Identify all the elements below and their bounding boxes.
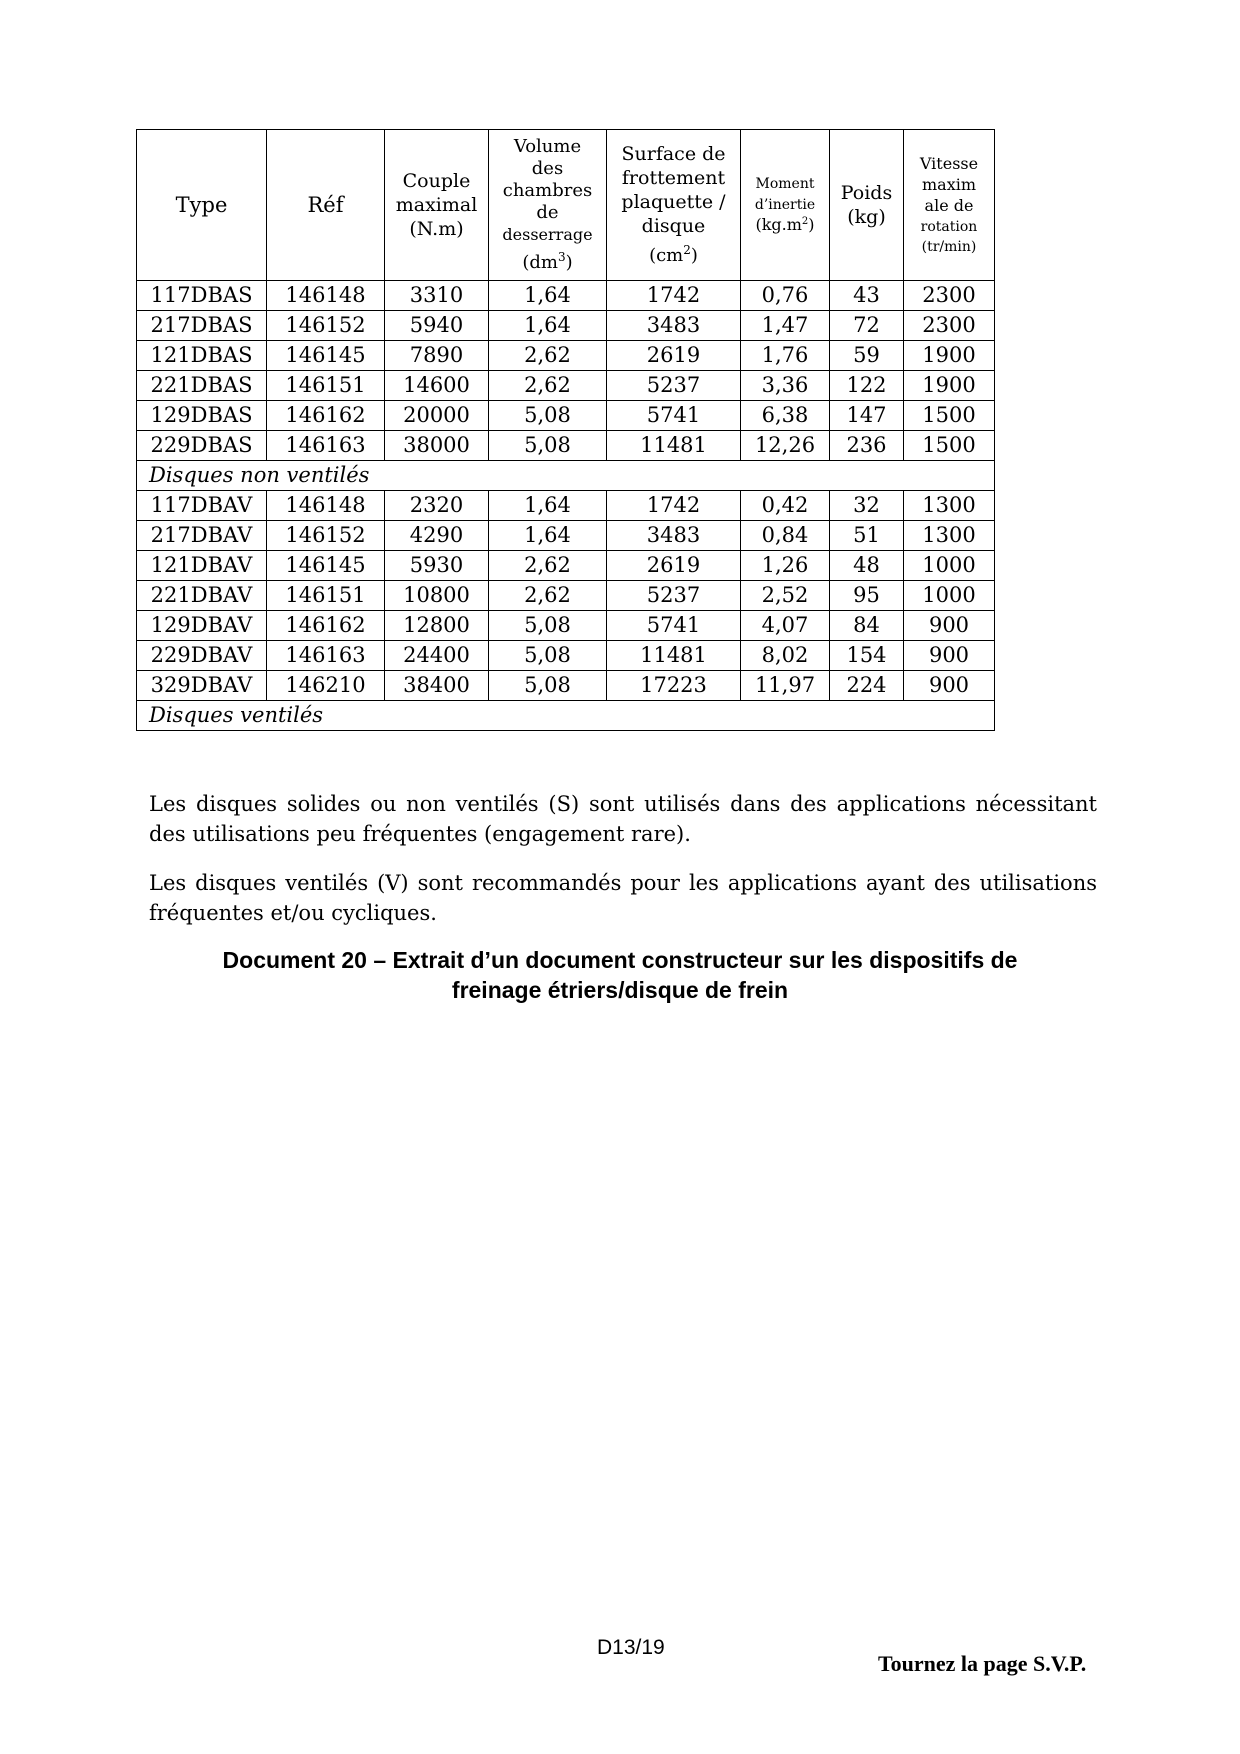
cell-poids: 95 <box>830 581 904 611</box>
table-row <box>137 671 995 701</box>
cell-poids: 72 <box>830 311 904 341</box>
caption-line-2: freinage étriers/disque de frein <box>451 977 789 1003</box>
cell-ref: 146162 <box>267 611 385 641</box>
paragraph-solid-discs: Les disques solides ou non ventilés (S) sont utilisés dans des applications nécessitant des utilisations peu fréquentes (engagement rare). <box>149 792 1097 846</box>
cell-couple: 3310 <box>385 281 489 311</box>
cell-moment: 11,97 <box>741 671 830 701</box>
cell-vitesse: 1000 <box>904 581 995 611</box>
header-surface: Surface de frottement plaquette / disque $(cm^2)$ <box>607 130 741 281</box>
cell-type: 117DBAV <box>137 491 267 521</box>
cell-type: 229DBAV <box>137 641 267 671</box>
cell-couple: 38000 <box>385 431 489 461</box>
cell-vitesse: 1500 <box>904 401 995 431</box>
cell-moment: 1,76 <box>741 341 830 371</box>
cell-couple: 14600 <box>385 371 489 401</box>
cell-moment: 0,42 <box>741 491 830 521</box>
cell-ref: 146162 <box>267 401 385 431</box>
paragraph-ventilated-discs: Les disques ventilés (V) sont recommandés pour les applications ayant des utilisations fréquentes et/ou cycliques. <box>149 871 1097 925</box>
cell-surface: 3483 <box>607 521 741 551</box>
cell-volume: 2,62 <box>489 581 607 611</box>
cell-moment: 1,26 <box>741 551 830 581</box>
cell-ref: 146148 <box>267 281 385 311</box>
cell-surface: 5741 <box>607 611 741 641</box>
cell-couple: 7890 <box>385 341 489 371</box>
cell-ref: 146145 <box>267 341 385 371</box>
table-row <box>137 611 995 641</box>
cell-couple: 10800 <box>385 581 489 611</box>
cell-poids: 224 <box>830 671 904 701</box>
cell-poids: 154 <box>830 641 904 671</box>
cell-couple: 12800 <box>385 611 489 641</box>
header-volume: Volume des chambres de desserrage $(dm^3)$ <box>489 130 607 281</box>
header-moment: Moment d’inertie $(kg.m^2)$ <box>741 130 830 281</box>
cell-ref: 146152 <box>267 311 385 341</box>
cell-ref: 146151 <box>267 371 385 401</box>
cell-type: 117DBAS <box>137 281 267 311</box>
cell-volume: 1,64 <box>489 491 607 521</box>
cell-moment: 0,84 <box>741 521 830 551</box>
cell-surface: 1742 <box>607 281 741 311</box>
cell-surface: 2619 <box>607 551 741 581</box>
cell-vitesse: 900 <box>904 611 995 641</box>
cell-surface: 5237 <box>607 581 741 611</box>
cell-ref: 146145 <box>267 551 385 581</box>
section-label-ventiles: Disques ventilés <box>137 701 995 731</box>
cell-vitesse: 1300 <box>904 521 995 551</box>
cell-ref: 146163 <box>267 641 385 671</box>
table-row <box>137 581 995 611</box>
table-row <box>137 371 995 401</box>
cell-type: 121DBAV <box>137 551 267 581</box>
cell-volume: 1,64 <box>489 521 607 551</box>
cell-ref: 146210 <box>267 671 385 701</box>
section-label-row <box>137 461 995 491</box>
cell-moment: 6,38 <box>741 401 830 431</box>
section-label-row <box>137 701 995 731</box>
cell-poids: 32 <box>830 491 904 521</box>
cell-couple: 24400 <box>385 641 489 671</box>
cell-volume: 5,08 <box>489 431 607 461</box>
table-row <box>137 431 995 461</box>
header-vitesse: Vitesse maxim ale de rotation (tr/min) <box>904 130 995 281</box>
cell-vitesse: 1500 <box>904 431 995 461</box>
cell-vitesse: 900 <box>904 671 995 701</box>
cell-volume: 2,62 <box>489 341 607 371</box>
table-row <box>137 311 995 341</box>
cell-poids: 84 <box>830 611 904 641</box>
cell-surface: 2619 <box>607 341 741 371</box>
turn-page-note: Tournez la page S.V.P. <box>878 1651 1087 1676</box>
page-number: D13/19 <box>597 1636 665 1659</box>
cell-poids: 147 <box>830 401 904 431</box>
cell-moment: 8,02 <box>741 641 830 671</box>
header-poids: Poids (kg) <box>830 130 904 281</box>
header-couple: Couple maximal (N.m) <box>385 130 489 281</box>
cell-surface: 5741 <box>607 401 741 431</box>
cell-moment: 2,52 <box>741 581 830 611</box>
header-type: Type <box>137 130 267 281</box>
cell-surface: 3483 <box>607 311 741 341</box>
cell-couple: 38400 <box>385 671 489 701</box>
document-caption <box>140 945 1100 1005</box>
cell-vitesse: 2300 <box>904 281 995 311</box>
cell-type: 217DBAV <box>137 521 267 551</box>
cell-couple: 4290 <box>385 521 489 551</box>
cell-surface: 11481 <box>607 431 741 461</box>
cell-ref: 146151 <box>267 581 385 611</box>
cell-type: 121DBAS <box>137 341 267 371</box>
cell-ref: 146148 <box>267 491 385 521</box>
cell-surface: 1742 <box>607 491 741 521</box>
cell-vitesse: 1300 <box>904 491 995 521</box>
cell-vitesse: 2300 <box>904 311 995 341</box>
table-row <box>137 491 995 521</box>
cell-ref: 146163 <box>267 431 385 461</box>
table-header-row <box>137 130 995 281</box>
header-ref: Réf <box>267 130 385 281</box>
table-row <box>137 401 995 431</box>
cell-volume: 5,08 <box>489 641 607 671</box>
cell-surface: 5237 <box>607 371 741 401</box>
cell-couple: 2320 <box>385 491 489 521</box>
cell-volume: 5,08 <box>489 671 607 701</box>
cell-volume: 2,62 <box>489 371 607 401</box>
caption-line-1: Document 20 – Extrait d’un document constructeur sur les dispositifs de <box>222 947 1018 973</box>
cell-volume: 1,64 <box>489 311 607 341</box>
cell-moment: 12,26 <box>741 431 830 461</box>
cell-couple: 5940 <box>385 311 489 341</box>
cell-volume: 5,08 <box>489 611 607 641</box>
table-row <box>137 521 995 551</box>
cell-vitesse: 1000 <box>904 551 995 581</box>
cell-surface: 11481 <box>607 641 741 671</box>
cell-vitesse: 900 <box>904 641 995 671</box>
cell-volume: 2,62 <box>489 551 607 581</box>
cell-poids: 51 <box>830 521 904 551</box>
table-row <box>137 551 995 581</box>
cell-poids: 43 <box>830 281 904 311</box>
cell-moment: 0,76 <box>741 281 830 311</box>
cell-volume: 5,08 <box>489 401 607 431</box>
table-row <box>137 641 995 671</box>
cell-vitesse: 1900 <box>904 371 995 401</box>
cell-type: 217DBAS <box>137 311 267 341</box>
cell-ref: 146152 <box>267 521 385 551</box>
cell-couple: 5930 <box>385 551 489 581</box>
table-row <box>137 281 995 311</box>
cell-type: 229DBAS <box>137 431 267 461</box>
cell-type: 129DBAS <box>137 401 267 431</box>
cell-moment: 4,07 <box>741 611 830 641</box>
cell-type: 129DBAV <box>137 611 267 641</box>
cell-poids: 48 <box>830 551 904 581</box>
section-label-non-ventiles: Disques non ventilés <box>137 461 995 491</box>
cell-vitesse: 1900 <box>904 341 995 371</box>
cell-moment: 1,47 <box>741 311 830 341</box>
cell-volume: 1,64 <box>489 281 607 311</box>
cell-type: 221DBAV <box>137 581 267 611</box>
cell-poids: 59 <box>830 341 904 371</box>
table-row <box>137 341 995 371</box>
brake-disc-spec-table <box>136 129 995 731</box>
cell-poids: 236 <box>830 431 904 461</box>
cell-moment: 3,36 <box>741 371 830 401</box>
cell-couple: 20000 <box>385 401 489 431</box>
cell-poids: 122 <box>830 371 904 401</box>
cell-type: 221DBAS <box>137 371 267 401</box>
cell-type: 329DBAV <box>137 671 267 701</box>
cell-surface: 17223 <box>607 671 741 701</box>
